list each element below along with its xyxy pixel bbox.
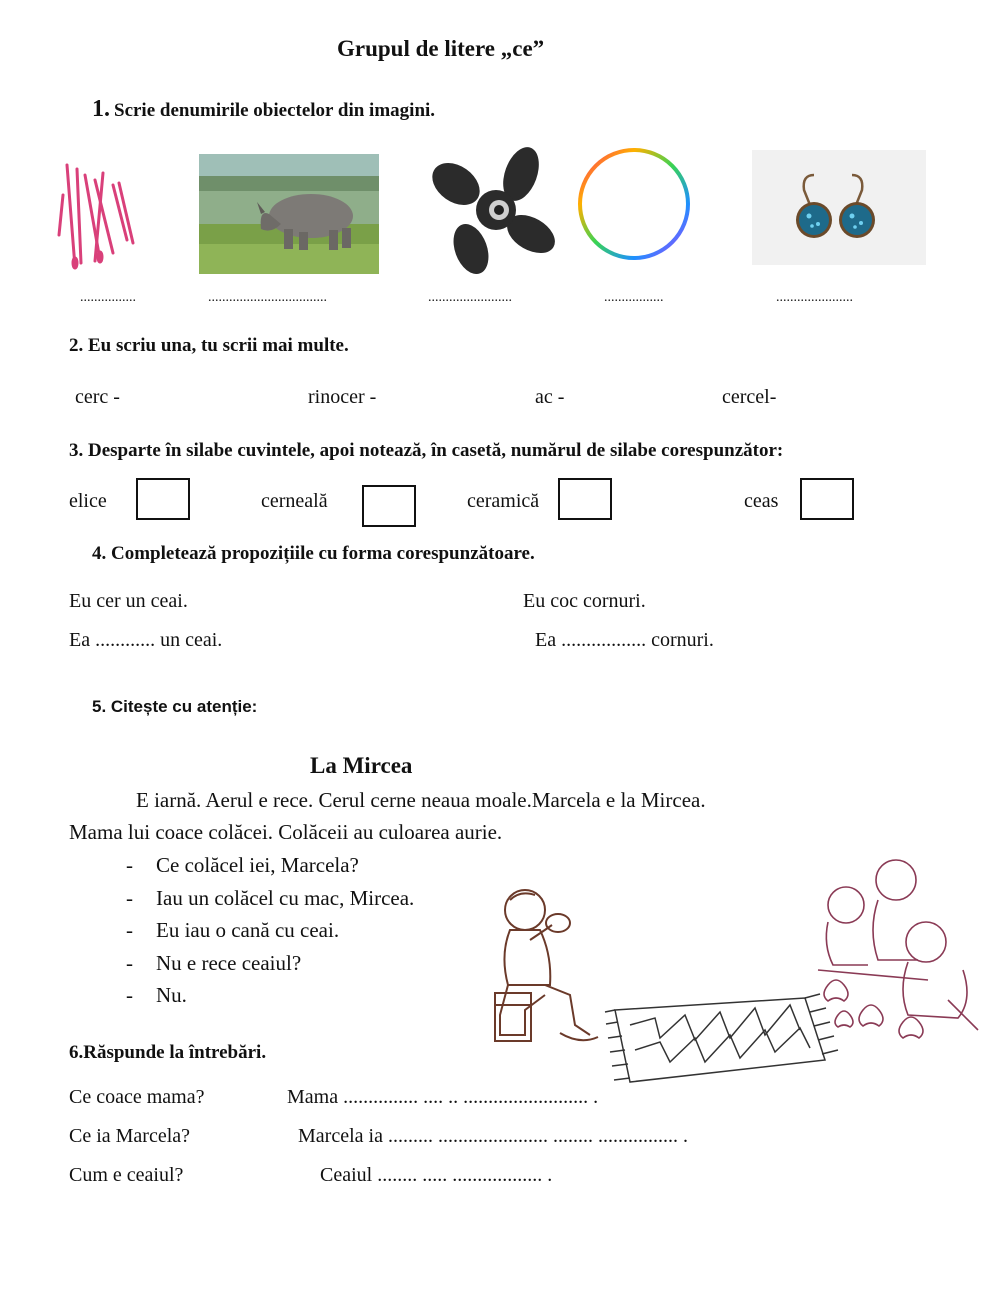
needles-icon [55, 155, 145, 275]
dialog-text: Iau un colăcel cu mac, Mircea. [156, 886, 415, 910]
dialog-dash: - [126, 918, 133, 942]
ex3-heading: 3. Desparte în silabe cuvintele, apoi notează, în casetă, numărul de silabe corespunzător: [69, 440, 784, 461]
story-line-2: Mama lui coace colăcei. Colăceii au culoarea aurie. [69, 820, 503, 844]
ex2-word-4: cercel- [722, 386, 777, 408]
dialog-dash: - [126, 983, 133, 1007]
dialog-text: Nu. [156, 983, 187, 1007]
blank-4: ................. [604, 290, 664, 305]
page-title: Grupul de litere „ce” [337, 36, 545, 61]
propeller-icon [426, 144, 556, 276]
ex1-number: 1. [92, 96, 110, 122]
ex1-text: Scrie denumirile obiectelor din imagini. [114, 100, 436, 121]
story-line-1: E iarnă. Aerul e rece. Cerul cerne neaua moale.Marcela e la Mircea. [136, 788, 706, 812]
ex2-word-3: ac - [535, 386, 565, 408]
boy-drinking-illustration [490, 885, 605, 1050]
dialog-line-3 [126, 918, 339, 943]
ex4-right-1: Eu coc cornuri. [523, 590, 646, 612]
dialog-line-2 [126, 886, 414, 911]
ex3-word-3: ceramică [467, 490, 540, 512]
question-1: Ce coace mama? [69, 1086, 205, 1108]
answer-1: Mama ............... .... .. ......................... . [287, 1086, 599, 1108]
dialog-line-1 [126, 853, 359, 878]
rug-illustration [600, 990, 840, 1090]
syllable-box-4[interactable] [800, 478, 854, 520]
syllable-box-2[interactable] [362, 485, 416, 527]
ex4-left-1: Eu cer un ceai. [69, 590, 188, 612]
ex1-heading [92, 96, 435, 123]
dialog-line-5 [126, 983, 187, 1008]
hoop-icon [575, 145, 693, 263]
dialog-dash: - [126, 886, 133, 910]
family-pretzels-illustration [808, 850, 983, 1050]
question-2: Ce ia Marcela? [69, 1125, 191, 1147]
answer-3: Ceaiul ........ ..... .................. . [320, 1164, 553, 1186]
dialog-dash: - [126, 951, 133, 975]
dialog-dash: - [126, 853, 133, 877]
dialog-line-4 [126, 951, 301, 976]
answer-2: Marcela ia ......... ...................... ........ ................ . [298, 1125, 688, 1147]
ex2-word-1: cerc - [75, 386, 120, 408]
dialog-text: Eu iau o cană cu ceai. [156, 918, 340, 942]
question-3: Cum e ceaiul? [69, 1164, 184, 1186]
ex3-word-2: cerneală [261, 490, 328, 512]
dialog-text: Nu e rece ceaiul? [156, 951, 302, 975]
ex4-heading: 4. Completează propozițiile cu forma corespunzătoare. [92, 543, 535, 564]
earrings-photo [752, 150, 926, 265]
ex4-right-2: Ea ................. cornuri. [535, 629, 714, 651]
ex3-word-4: ceas [744, 490, 779, 512]
ex4-left-2: Ea ............ un ceai. [69, 629, 223, 651]
ex3-word-1: elice [69, 490, 107, 512]
story-title: La Mircea [310, 753, 413, 778]
blank-2: .................................. [208, 290, 327, 305]
ex5-heading: 5. Citește cu atenție: [92, 697, 258, 716]
blank-1: ................ [80, 290, 136, 305]
ex6-heading: 6.Răspunde la întrebări. [69, 1042, 267, 1063]
syllable-box-3[interactable] [558, 478, 612, 520]
ex2-heading: 2. Eu scriu una, tu scrii mai multe. [69, 335, 349, 356]
blank-5: ...................... [776, 290, 853, 305]
dialog-text: Ce colăcel iei, Marcela? [156, 853, 359, 877]
rhinoceros-photo [199, 154, 379, 274]
blank-3: ........................ [428, 290, 512, 305]
syllable-box-1[interactable] [136, 478, 190, 520]
ex2-word-2: rinocer - [308, 386, 377, 408]
